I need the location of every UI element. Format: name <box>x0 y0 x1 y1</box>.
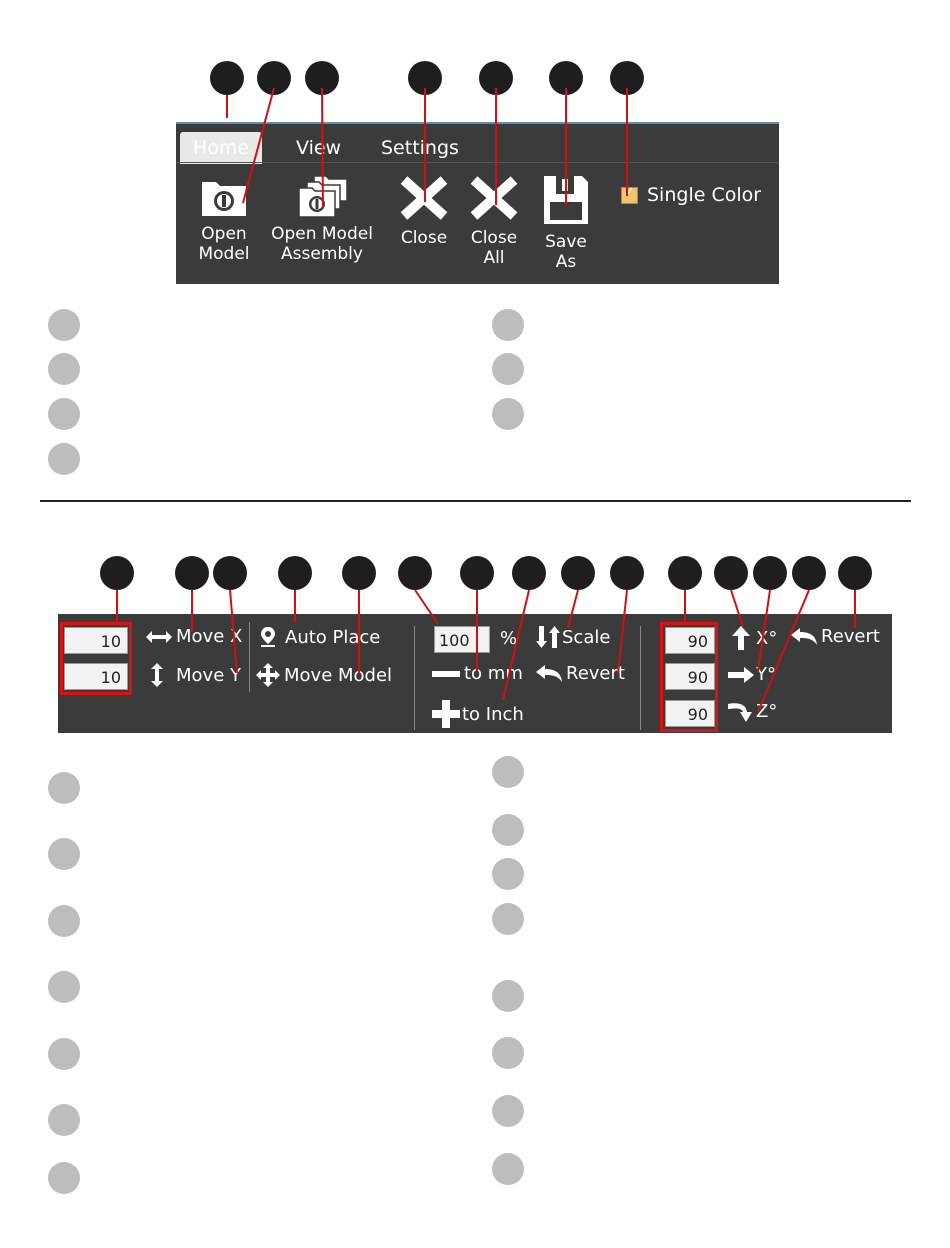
rotate-x-button[interactable] <box>732 626 777 650</box>
plus-icon <box>432 700 460 728</box>
save-as-label: Save <box>545 232 587 252</box>
revert-arrow-icon <box>791 628 817 646</box>
save-as-button[interactable] <box>536 174 596 272</box>
callout-dot <box>512 556 546 590</box>
auto-place-button[interactable] <box>260 626 380 648</box>
move-model-button[interactable] <box>256 663 392 687</box>
scale-revert-button[interactable] <box>536 663 625 684</box>
home-ribbon <box>176 122 779 284</box>
rotate-x-input[interactable]: 90 <box>665 627 715 654</box>
move-x-input[interactable]: 10 <box>64 627 128 654</box>
callout-dot <box>342 556 376 590</box>
close-button[interactable] <box>394 174 454 248</box>
open-model-label-2: Model <box>198 244 250 264</box>
legend-dot <box>48 772 80 804</box>
folder-icon <box>198 174 250 218</box>
legend-dot <box>48 1038 80 1070</box>
callout-dot <box>561 556 595 590</box>
rotate-z-input[interactable]: 90 <box>665 700 715 727</box>
open-model-label: Open <box>201 224 247 244</box>
move-y-label: Move Y <box>176 664 241 686</box>
checkbox-check-icon[interactable] <box>621 187 638 204</box>
legend-dot <box>48 1104 80 1136</box>
rotate-z-label: Z° <box>756 700 778 722</box>
right-arrow-icon <box>728 667 754 683</box>
rotate-y-label: Y° <box>756 664 776 685</box>
move-model-label: Move Model <box>284 664 393 686</box>
scale-revert-label: Revert <box>566 663 625 684</box>
close-all-label: Close <box>470 228 518 248</box>
group-separator <box>414 626 415 730</box>
transform-toolbar <box>58 614 892 733</box>
legend-dot <box>48 971 80 1003</box>
scale-input[interactable]: 100 <box>434 626 490 653</box>
location-pin-icon <box>260 626 276 648</box>
legend-dot <box>48 353 80 385</box>
rotate-y-button[interactable] <box>728 664 776 685</box>
save-as-label-2: As <box>555 252 577 272</box>
legend-dot <box>492 980 524 1012</box>
legend-dot <box>492 398 524 430</box>
callout-dot <box>610 61 644 95</box>
open-model-assembly-button[interactable] <box>264 174 380 264</box>
close-label: Close <box>400 228 448 248</box>
callout-dot <box>278 556 312 590</box>
callout-dot <box>100 556 134 590</box>
open-model-assembly-label: Open Model <box>271 224 373 244</box>
legend-dot <box>48 398 80 430</box>
highlight-box <box>60 622 132 695</box>
callout-dot <box>753 556 787 590</box>
revert-arrow-icon <box>536 665 562 683</box>
to-mm-button[interactable] <box>432 663 523 684</box>
legend-dot <box>492 1095 524 1127</box>
legend-dot <box>492 756 524 788</box>
legend-dot <box>492 814 524 846</box>
rotate-revert-label: Revert <box>821 626 880 647</box>
legend-dot <box>48 443 80 475</box>
rotate-z-button[interactable] <box>728 700 777 722</box>
legend-dot <box>492 309 524 341</box>
callout-dot <box>479 61 513 95</box>
callout-dot <box>714 556 748 590</box>
to-inch-label: to Inch <box>462 703 524 725</box>
scale-button[interactable] <box>536 626 610 648</box>
rotate-y-input[interactable]: 90 <box>665 663 715 690</box>
move-y-button[interactable] <box>150 663 241 687</box>
callout-dot <box>668 556 702 590</box>
floppy-icon <box>542 174 590 226</box>
legend-dot <box>492 858 524 890</box>
legend-dot <box>492 353 524 385</box>
close-all-x-icon <box>468 174 520 222</box>
curved-down-arrow-icon <box>728 700 754 722</box>
open-model-assembly-label-2: Assembly <box>281 244 363 264</box>
to-mm-label: to mm <box>464 663 523 684</box>
callout-dot <box>398 556 432 590</box>
callout-dot <box>210 61 244 95</box>
move-x-label: Move X <box>176 626 243 647</box>
horizontal-arrows-icon <box>146 630 172 644</box>
scale-label: Scale <box>562 626 611 648</box>
tab-view[interactable]: View <box>296 137 342 159</box>
callout-dot <box>213 556 247 590</box>
callout-dot <box>792 556 826 590</box>
ribbon-divider <box>176 162 779 163</box>
group-separator <box>640 626 641 730</box>
move-cross-icon <box>256 663 280 687</box>
tab-settings[interactable]: Settings <box>381 137 459 159</box>
legend-dot <box>492 1153 524 1185</box>
move-y-input[interactable]: 10 <box>64 663 128 690</box>
callout-dot <box>175 556 209 590</box>
callout-dot <box>549 61 583 95</box>
to-inch-button[interactable] <box>432 700 524 728</box>
minus-icon <box>432 669 460 679</box>
vertical-arrows-icon <box>150 663 164 687</box>
close-all-button[interactable] <box>464 174 524 268</box>
callout-dot <box>460 556 494 590</box>
up-arrow-icon <box>732 626 750 650</box>
section-divider <box>40 500 911 502</box>
folder-stack-icon <box>294 174 350 218</box>
rotate-x-label: X° <box>756 627 778 649</box>
legend-dot <box>48 838 80 870</box>
open-model-button[interactable] <box>190 174 258 264</box>
tab-bar <box>176 122 779 164</box>
legend-dot <box>48 905 80 937</box>
group-separator <box>249 622 250 692</box>
highlight-box <box>660 622 718 732</box>
single-color-label: Single Color <box>647 184 762 206</box>
callout-dot <box>408 61 442 95</box>
legend-dot <box>48 1162 80 1194</box>
rotate-revert-button[interactable] <box>791 626 880 647</box>
legend-dot <box>492 1037 524 1069</box>
scale-unit: % <box>500 628 518 649</box>
callout-dot <box>610 556 644 590</box>
close-all-label-2: All <box>483 248 505 268</box>
callout-dot <box>838 556 872 590</box>
callout-dot <box>257 61 291 95</box>
single-color-checkbox[interactable] <box>621 184 761 206</box>
close-x-icon <box>398 174 450 222</box>
move-x-button[interactable] <box>146 626 242 647</box>
legend-dot <box>492 903 524 935</box>
scale-arrows-icon <box>536 626 560 648</box>
legend-dot <box>48 309 80 341</box>
callout-dot <box>305 61 339 95</box>
tab-home[interactable]: Home <box>180 132 262 164</box>
auto-place-label: Auto Place <box>285 626 381 648</box>
